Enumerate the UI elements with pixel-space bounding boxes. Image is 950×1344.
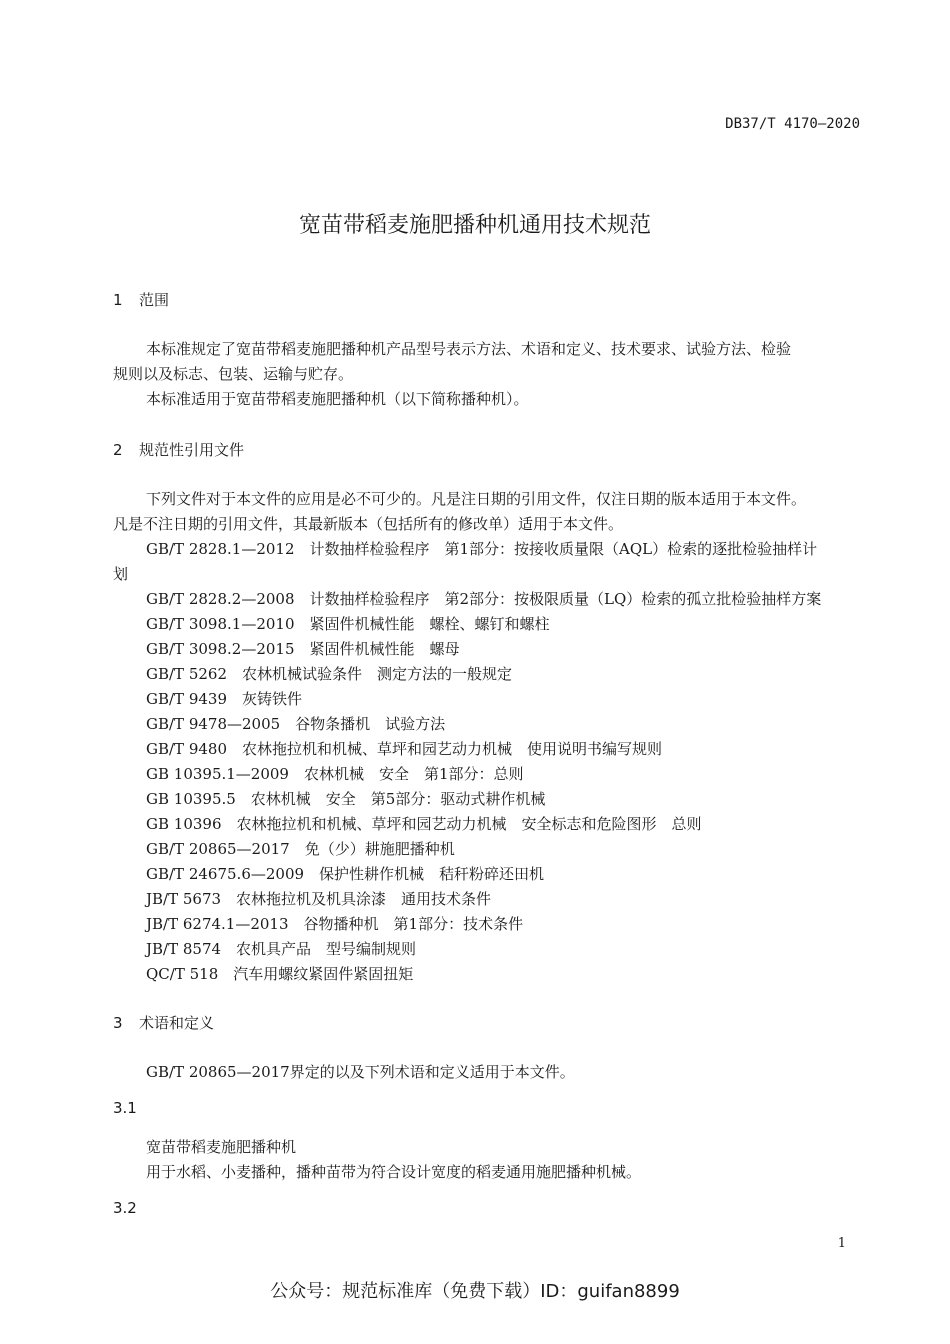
scope-paragraph-line: 本标准规定了宽苗带稻麦施肥播种机产品型号表示方法、术语和定义、技术要求、试验方法、检验	[146, 340, 792, 358]
reference-item: GB/T 5262 农林机械试验条件 测定方法的一般规定	[146, 665, 513, 683]
section-3-heading	[113, 1012, 214, 1033]
term-definition: 用于水稻、小麦播种，播种苗带为符合设计宽度的稻麦通用施肥播种机械。	[146, 1163, 642, 1181]
term-name: 宽苗带稻麦施肥播种机	[146, 1138, 297, 1156]
section-title: 术语和定义	[139, 1014, 215, 1032]
section-number: 3	[113, 1014, 123, 1032]
section-1-heading	[113, 289, 169, 310]
page-title: 宽苗带稻麦施肥播种机通用技术规范	[298, 213, 651, 238]
section-title: 范围	[139, 291, 170, 309]
reference-item: GB/T 9480 农林拖拉机和机械、草坪和园艺动力机械 使用说明书编写规则	[146, 740, 663, 758]
terms-intro: GB/T 20865—2017界定的以及下列术语和定义适用于本文件。	[146, 1063, 575, 1081]
section-title: 规范性引用文件	[139, 441, 245, 459]
references-intro-line: 凡是不注日期的引用文件，其最新版本（包括所有的修改单）适用于本文件。	[113, 515, 624, 533]
reference-item: QC/T 518 汽车用螺纹紧固件紧固扭矩	[146, 965, 414, 983]
references-intro-line: 下列文件对于本文件的应用是必不可少的。凡是注日期的引用文件，仅注日期的版本适用于本文件。	[146, 490, 807, 508]
section-number: 2	[113, 441, 123, 459]
document-number: DB37/T 4170—2020	[725, 116, 860, 132]
reference-item: GB/T 3098.1—2010 紧固件机械性能 螺栓、螺钉和螺柱	[146, 615, 550, 633]
reference-item: GB/T 20865—2017 免（少）耕施肥播种机	[146, 840, 455, 858]
reference-item: GB/T 9439 灰铸铁件	[146, 690, 303, 708]
reference-item: GB/T 9478—2005 谷物条播机 试验方法	[146, 715, 446, 733]
reference-item: GB/T 2828.2—2008 计数抽样检验程序 第2部分：按极限质量（LQ）检索的孤立批检验抽样方案	[146, 590, 822, 608]
scope-paragraph: 本标准适用于宽苗带稻麦施肥播种机（以下简称播种机）。	[146, 390, 529, 408]
reference-item: GB 10395.5 农林机械 安全 第5部分：驱动式耕作机械	[146, 790, 546, 808]
reference-item: JB/T 5673 农林拖拉机及机具涂漆 通用技术条件	[146, 890, 492, 908]
reference-item: GB/T 2828.1—2012 计数抽样检验程序 第1部分：按接收质量限（AQL）检索的逐批检验抽样计	[146, 540, 818, 558]
reference-item: GB/T 24675.6—2009 保护性耕作机械 秸秆粉碎还田机	[146, 865, 545, 883]
reference-item: GB 10395.1—2009 农林机械 安全 第1部分：总则	[146, 765, 524, 783]
reference-item: JB/T 8574 农机具产品 型号编制规则	[146, 940, 417, 958]
clause-number: 3.1	[113, 1099, 137, 1117]
reference-item: JB/T 6274.1—2013 谷物播种机 第1部分：技术条件	[146, 915, 524, 933]
reference-item-continuation: 划	[113, 565, 129, 583]
section-2-heading	[113, 439, 244, 460]
scope-paragraph-line: 规则以及标志、包装、运输与贮存。	[113, 365, 354, 383]
clause-number: 3.2	[113, 1199, 137, 1217]
footer-watermark: 公众号：规范标准库（免费下载）ID：guifan8899	[270, 1281, 680, 1302]
reference-item: GB/T 3098.2—2015 紧固件机械性能 螺母	[146, 640, 460, 658]
reference-item: GB 10396 农林拖拉机和机械、草坪和园艺动力机械 安全标志和危险图形 总则	[146, 815, 702, 833]
page-number: 1	[837, 1236, 846, 1251]
section-number: 1	[113, 291, 123, 309]
